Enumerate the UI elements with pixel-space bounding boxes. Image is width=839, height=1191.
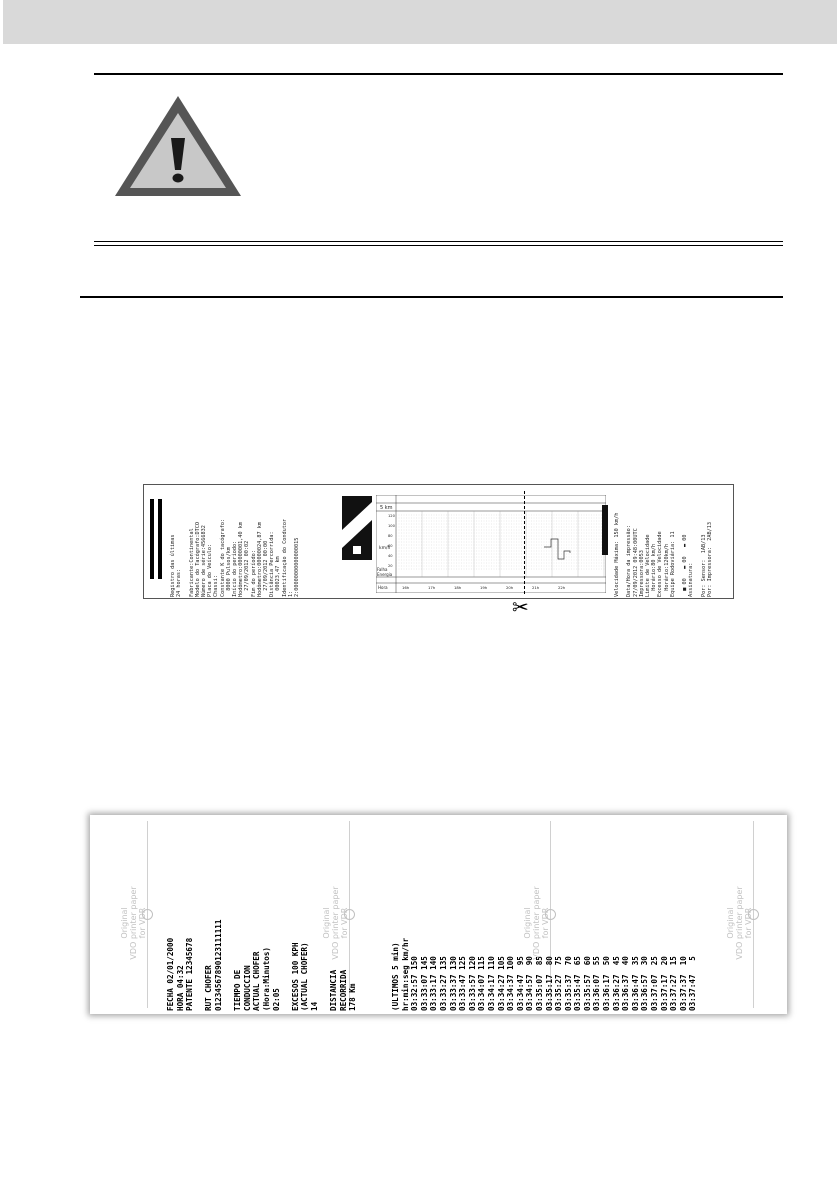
watermark-text: Original VDO printer paper for VDR [322, 886, 349, 960]
printout-line: 27/09/2012 00:02 [244, 540, 251, 597]
printout-line: 27/09/2012 09:48:00UTC [632, 528, 639, 597]
printout-line: Horário:80 km/h [651, 543, 658, 597]
warning-bottom-rule-2 [94, 245, 783, 246]
printout-line: Número de série:4566832 [201, 525, 208, 597]
watermark-text: Original VDO printer paper for VDR [523, 886, 550, 960]
chart-y-tick: 100 [388, 524, 395, 528]
ticket-line: HORA 04:32 [175, 965, 185, 1011]
ticket-line: 03:33:47 125 [458, 956, 468, 1011]
printout-line: Impressora:0053 [638, 550, 645, 597]
chart-header: 5 km [380, 505, 393, 511]
printout-line: 27/09/2012 00:00 [263, 540, 270, 597]
ticket-line: 03:37:07 25 [650, 956, 660, 1011]
ticket-line: 03:37:27 15 [669, 956, 679, 1011]
watermark-text: Original VDO printer paper for VDR [120, 886, 147, 960]
chart-hour-label: 16h [402, 585, 410, 590]
chart-y-tick: 20 [388, 564, 393, 568]
chart-row-energia: Energia [377, 572, 393, 577]
section-divider [80, 296, 783, 298]
speed-chart [376, 495, 606, 593]
ticket-line: RUT CHOFER [204, 965, 214, 1011]
chart-hour-label: 20h [506, 585, 514, 590]
ticket-line: EXCESOS 100 KPH [290, 942, 300, 1011]
ticket-line: CONDUCCION [242, 965, 252, 1011]
ticket-line: 03:36:17 50 [602, 956, 612, 1011]
ticket-printout [90, 815, 787, 1014]
ticket-line [281, 821, 291, 1011]
printout-line: Excesso de Velocidade [657, 531, 664, 597]
ticket-line: 02:05 [271, 988, 281, 1011]
printout-line: Placa do Veículo: [207, 543, 214, 597]
printout-line: Distância Percorrida: [269, 531, 276, 597]
ticket-line: 03:33:07 145 [419, 956, 429, 1011]
chart-ylabel: km/h [379, 546, 391, 551]
printout-line: 00023,47 km [275, 556, 282, 597]
ticket-line: 03:35:27 75 [554, 956, 564, 1011]
printout-line: Por: Impressora: 2AB/13 [707, 522, 714, 597]
ticket-line: 14 [309, 1001, 319, 1011]
ticket-column-2 [391, 821, 698, 1011]
printout-line: Hodômetro:00000001,40 km [238, 522, 245, 597]
printout-line: Assinatura: [688, 562, 695, 597]
printout-line: 2:00000000000000015 [294, 537, 301, 597]
printout-line: Velocidade Máxima: 150 km/h [614, 512, 620, 597]
ticket-line: 03:36:37 40 [621, 956, 631, 1011]
ticket-line: 03:36:47 35 [630, 956, 640, 1011]
ticket-line [195, 821, 205, 1011]
chart-y-tick: 40 [388, 554, 393, 558]
ticket-column-1 [166, 821, 358, 1011]
ticket-line: 03:35:47 65 [573, 956, 583, 1011]
chart-hour-label: 22h [558, 585, 566, 590]
ticket-line: 03:34:07 115 [477, 956, 487, 1011]
ticket-line: 03:35:17 80 [544, 956, 554, 1011]
ticket-line: hr:min:seg km/hr [400, 937, 410, 1011]
chart-hour-label: 18h [454, 585, 462, 590]
ticket-line: DISTANCIA [329, 969, 339, 1011]
warning-bottom-rule [94, 241, 783, 242]
ticket-line: (ACTUAL CHOFER) [300, 942, 310, 1011]
ticket-line: 03:36:27 45 [611, 956, 621, 1011]
ticket-line: ACTUAL CHOFER [252, 951, 262, 1011]
ticket-line: 03:32:57 150 [410, 956, 420, 1011]
printout-line: Registro das últimas [170, 534, 176, 597]
chart-y-tick: 60 [388, 544, 393, 548]
ticket-line: (ULTIMOS 5 min) [391, 942, 400, 1011]
printout-bars [150, 499, 164, 579]
ticket-line: 03:34:27 105 [496, 956, 506, 1011]
printout-line: Modelo do Tacógrafo:DTCO [194, 522, 201, 597]
vehicle-logo-icon [342, 496, 372, 560]
chart-hour-label: 21h [532, 585, 540, 590]
printout-line: Hodômetro:00000024,87 km [256, 522, 263, 597]
printout-line: Horário:120km/h [663, 543, 670, 597]
ticket-line: 03:36:07 55 [592, 956, 602, 1011]
printout-side-bar [602, 505, 608, 555]
ticket-line: TIEMPO DE [233, 969, 243, 1011]
ticket-line: 03:37:37 10 [678, 956, 688, 1011]
ticket-line: 03:33:17 140 [429, 956, 439, 1011]
ticket-line: 03:35:57 60 [582, 956, 592, 1011]
ticket-line: 01234567890123111111 [213, 919, 223, 1011]
ticket-line: 03:34:57 90 [525, 956, 535, 1011]
chart-row-falha: Falha [377, 567, 388, 572]
chart-hour-label: 19h [480, 585, 488, 590]
printout-line: Chassi: [213, 575, 220, 597]
chart-hour-label: 17h [428, 585, 436, 590]
printout-line: 24 horas: [176, 568, 183, 597]
ticket-line: 03:37:47 5 [688, 956, 698, 1011]
watermark-text: Original VDO printer paper for VDR [726, 886, 753, 960]
header-bar [3, 0, 837, 44]
ticket-line: PATENTE 12345678 [185, 937, 195, 1011]
chart-y-tick: 120 [388, 514, 395, 518]
ticket-line [224, 821, 234, 1011]
printout-line: 1: [287, 590, 294, 597]
printout-line: 8000 Pulsos/km [225, 547, 232, 597]
scissors-icon: ✂ [512, 595, 529, 619]
ticket-line: 03:35:07 85 [534, 956, 544, 1011]
ticket-line: 03:33:57 120 [467, 956, 477, 1011]
ticket-line: RECORRIDA [338, 969, 348, 1011]
printout-line: ■ 00 ▬ 00 ▬ 00 [682, 534, 689, 597]
chart-footer-label: Hora [378, 585, 388, 590]
printout-right-text [614, 487, 713, 597]
warning-top-rule [94, 73, 783, 75]
ticket-line [320, 821, 330, 1011]
warning-triangle-icon [113, 94, 243, 198]
cut-line [524, 491, 525, 594]
printout-line: Equipe Rodoviária: 11 [669, 531, 676, 597]
ticket-line: 03:34:47 95 [515, 956, 525, 1011]
ticket-line: FECHA 02/01/2000 [166, 937, 175, 1011]
printout-line: Fim do período: [250, 550, 257, 597]
ticket-line: (Hora:Minutos) [261, 946, 271, 1011]
ticket-line: 03:34:37 100 [506, 956, 516, 1011]
printout-line: Limite de Velocidade [645, 534, 652, 597]
ticket-line: 03:37:17 20 [659, 956, 669, 1011]
ticket-line: 03:33:27 135 [438, 956, 448, 1011]
ticket-line: 03:36:57 30 [640, 956, 650, 1011]
printout-line: Identificação do Condutor [281, 518, 288, 597]
ticket-line: 03:33:37 130 [448, 956, 458, 1011]
printout-left-text [170, 487, 300, 597]
printout-line: Fabricante:Continental [188, 528, 195, 597]
ticket-line: 178 Km [348, 983, 358, 1011]
printout-line: Constante K do tacógrafo: [219, 518, 226, 597]
printout-line: Início do período: [232, 540, 239, 597]
tachograph-printout [143, 484, 734, 599]
ticket-line: 03:34:17 110 [486, 956, 496, 1011]
printout-line: Data/Hora da impressão: [626, 525, 633, 597]
printout-line: Por: Sensor: 1AB/13 [700, 534, 707, 597]
ticket-line: 03:35:37 70 [563, 956, 573, 1011]
chart-y-tick: 80 [388, 534, 393, 538]
